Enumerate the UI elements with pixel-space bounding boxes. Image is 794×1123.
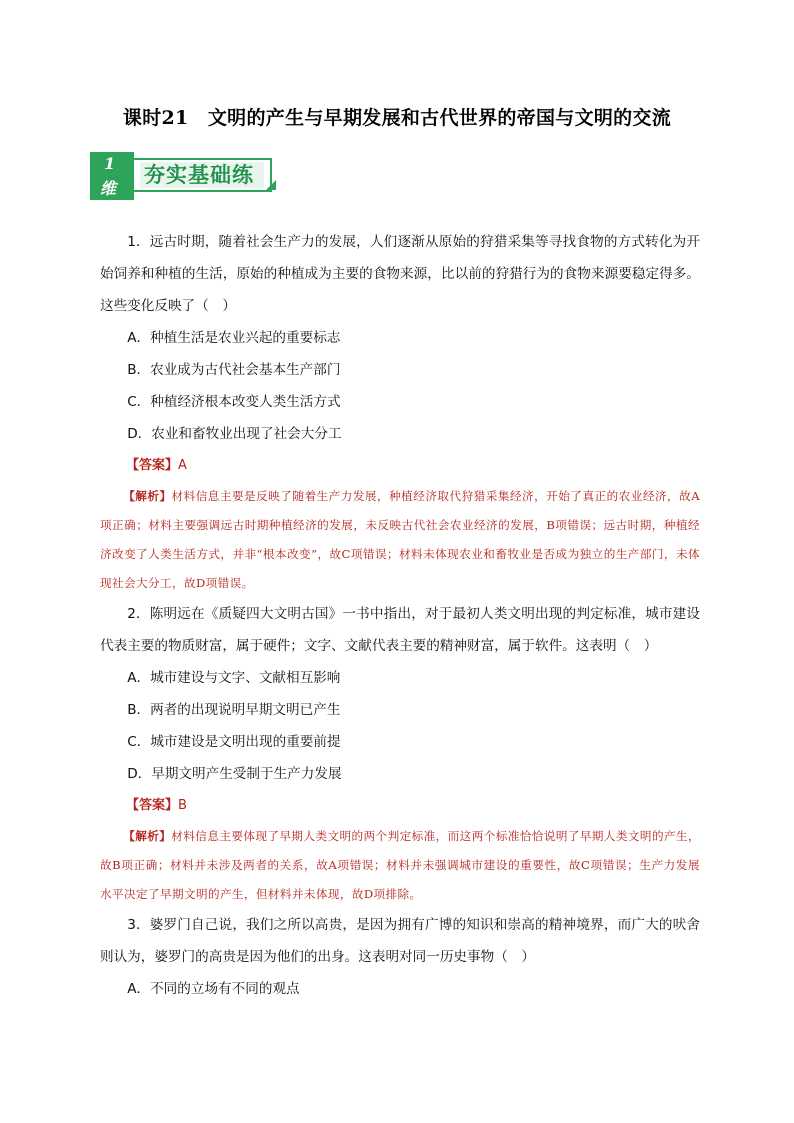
section-banner <box>90 152 290 200</box>
option-a: A．不同的立场有不同的观点 <box>127 981 300 997</box>
banner-unit: 维 <box>100 179 117 198</box>
analysis-body: 材料信息主要体现了早期人类文明的两个判定标准，而这两个标准恰恰说明了早期人类文明的产生，故B项正确；材料并未涉及两者的关系，故A项错误；材料并未强调城市建设的重要性，故C项错误；生产力发展水平决定了早期文明的产生，但材料并未体现，故D项排除。 <box>100 829 700 901</box>
banner-number-box <box>90 152 134 200</box>
analysis-label: 【解析】 <box>123 489 172 503</box>
answer-value: A <box>178 458 187 473</box>
banner-label: 夯实基础练 <box>144 163 254 187</box>
analysis-text <box>100 482 700 598</box>
answer-value: B <box>178 798 187 813</box>
answer-label: 【答案】 <box>126 458 179 473</box>
banner-corner-triangle <box>266 180 276 190</box>
option-c: C．种植经济根本改变人类生活方式 <box>127 394 341 410</box>
analysis-label: 【解析】 <box>123 829 172 843</box>
option-a: A．城市建设与文字、文献相互影响 <box>127 670 341 686</box>
answer-line <box>100 790 700 822</box>
option-c: C．城市建设是文明出现的重要前提 <box>127 734 341 750</box>
question-2 <box>100 598 700 909</box>
question-list <box>100 226 700 1005</box>
option-d: D．农业和畜牧业出现了社会大分工 <box>127 426 342 442</box>
question-3 <box>100 909 700 1005</box>
question-stem: 1．远古时期，随着社会生产力的发展，人们逐渐从原始的狩猎采集等寻找食物的方式转化为开始饲养和种植的生活，原始的种植成为主要的食物来源，比以前的狩猎行为的食物来源要稳定得多。这些变化反映了（ ） <box>100 234 700 314</box>
option-d: D．早期文明产生受制于生产力发展 <box>127 766 342 782</box>
answer-line <box>100 450 700 482</box>
page-title: 课时21 文明的产生与早期发展和古代世界的帝国与文明的交流 <box>122 107 672 129</box>
banner-number: 1 <box>104 154 116 173</box>
question-stem: 2．陈明远在《质疑四大文明古国》一书中指出，对于最初人类文明出现的判定标准，城市建设代表主要的物质财富，属于硬件；文字、文献代表主要的精神财富，属于软件。这表明（ ） <box>100 606 700 654</box>
question-stem: 3．婆罗门自己说，我们之所以高贵，是因为拥有广博的知识和崇高的精神境界，而广大的吠舍则认为，婆罗门的高贵是因为他们的出身。这表明对同一历史事物（ ） <box>100 917 700 965</box>
question-1 <box>100 226 700 598</box>
option-b: B．农业成为古代社会基本生产部门 <box>127 362 341 378</box>
answer-label: 【答案】 <box>126 798 179 813</box>
option-a: A．种植生活是农业兴起的重要标志 <box>127 330 341 346</box>
option-b: B．两者的出现说明早期文明已产生 <box>127 702 341 718</box>
analysis-body: 材料信息主要是反映了随着生产力发展，种植经济取代狩猎采集经济，开始了真正的农业经济，故A项正确；材料主要强调远古时期种植经济的发展，未反映古代社会农业经济的发展，B项错误；远古时期，种植经济改变了人类生活方式，并非“根本改变”，故C项错误；材料未体现农业和畜牧业是否成为独立的生产部门，未体现社会大分工，故D项错误。 <box>100 489 700 590</box>
analysis-text <box>100 822 700 909</box>
